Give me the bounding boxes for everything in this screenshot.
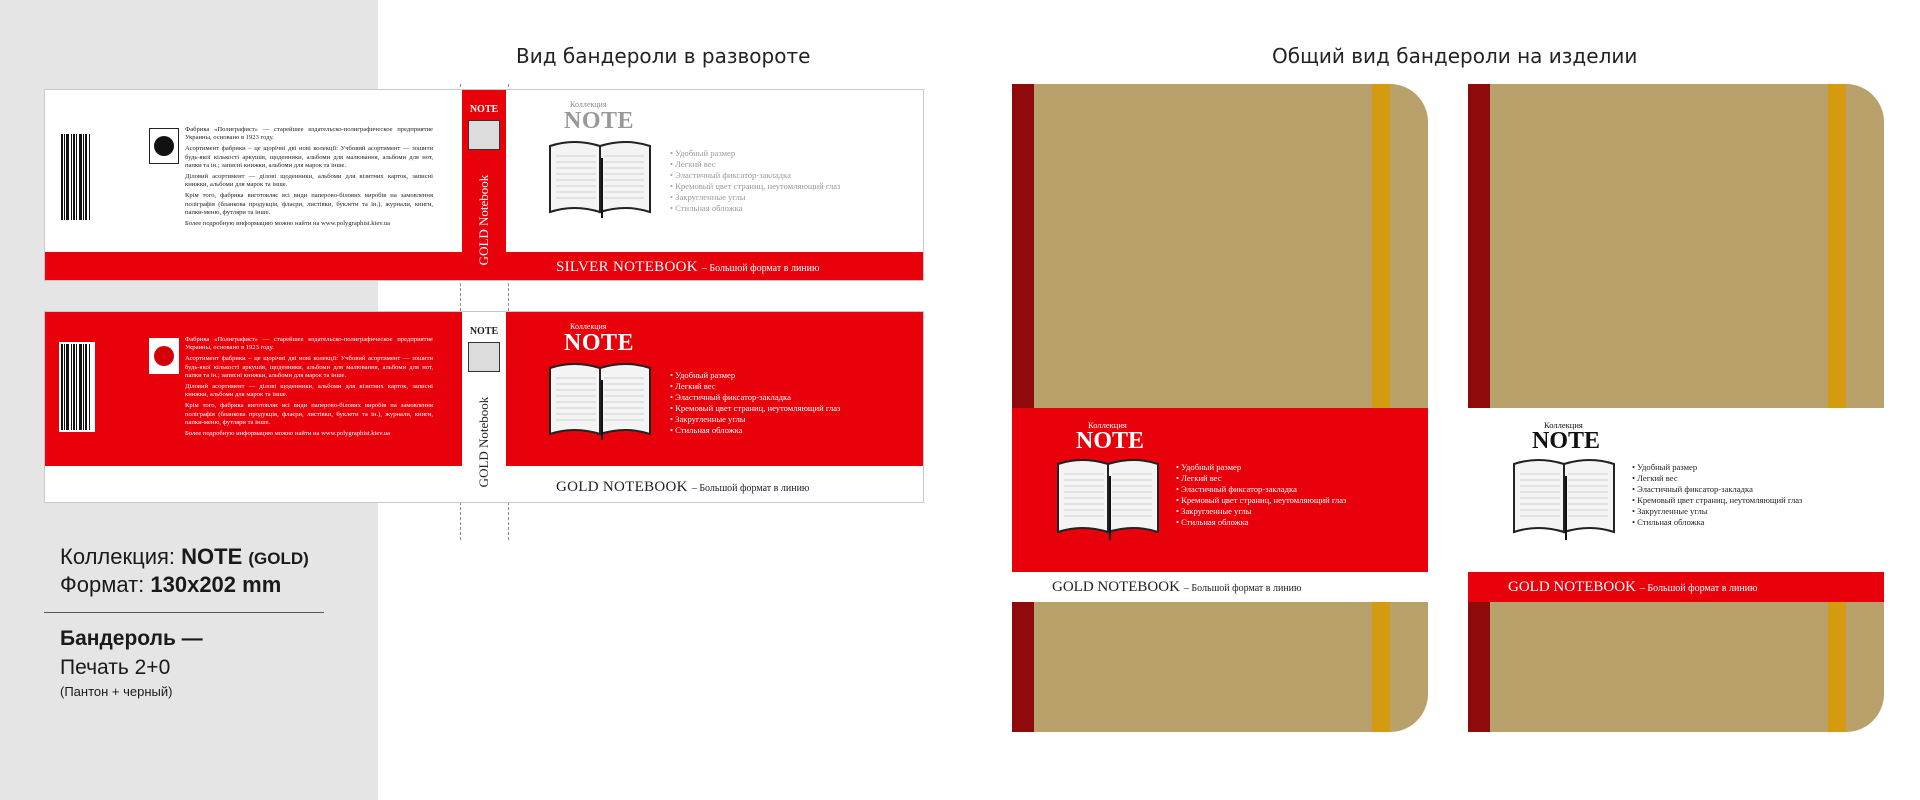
publisher-logo bbox=[149, 338, 179, 374]
format-prefix: Формат: bbox=[60, 572, 151, 597]
spine-label: GOLD Notebook bbox=[476, 396, 491, 488]
format-suffix: – Большой формат в линию bbox=[1639, 583, 1758, 594]
notebook-mockup-red-band bbox=[1012, 84, 1428, 732]
format-suffix: – Большой формат в линию bbox=[701, 263, 820, 274]
notebook-band bbox=[1468, 408, 1884, 602]
spine-label: GOLD Notebook bbox=[476, 174, 491, 266]
notebook-band bbox=[1012, 408, 1428, 602]
print-spec: Печать 2+0 bbox=[60, 656, 171, 679]
feature-item: • Закругленные углы bbox=[670, 192, 746, 202]
gold-title: GOLD NOTEBOOK bbox=[1508, 579, 1636, 595]
notebook-mockup-white-band bbox=[1468, 84, 1884, 732]
format-spec bbox=[60, 572, 281, 598]
spine-silver bbox=[462, 90, 506, 280]
feature-item: • Удобный размер bbox=[670, 370, 736, 380]
spine-notebook-icon bbox=[468, 120, 500, 150]
info-paragraph: Діловий асортимент — ділові щоденники, альбоми для візитних карток, записні книжки, альбоми для марок та інше. bbox=[185, 173, 433, 189]
info-paragraph: Более подробную информацию можно найти на www.polygraphist.kiev.ua bbox=[185, 430, 391, 438]
spine-notebook-icon bbox=[468, 342, 500, 372]
spread-heading: Вид бандероли в развороте bbox=[516, 44, 811, 68]
open-notebook-icon bbox=[548, 360, 652, 440]
feature-list bbox=[670, 148, 840, 214]
divider bbox=[44, 612, 324, 613]
spine-gold bbox=[462, 312, 506, 502]
pantone-spec: (Пантон + черный) bbox=[60, 684, 173, 699]
barcode bbox=[59, 132, 95, 222]
feature-item: • Стильная обложка bbox=[670, 203, 743, 213]
feature-item: • Кремовый цвет страниц, неутомляющий глаз bbox=[1176, 495, 1347, 505]
feature-list bbox=[1632, 462, 1802, 528]
collection-prefix: Коллекция: bbox=[60, 544, 182, 569]
feature-item: • Кремовый цвет страниц, неутомляющий глаз bbox=[670, 403, 841, 413]
info-paragraph: Фабрика «Полиграфист» — старейшее издательско-полиграфическое предприятие Украины, основано в 1923 году. bbox=[185, 336, 433, 352]
cover-front-silver bbox=[508, 90, 924, 280]
collection-spec bbox=[60, 544, 309, 570]
product-heading: Общий вид бандероли на изделии bbox=[1272, 44, 1638, 68]
open-notebook-icon bbox=[1056, 456, 1160, 540]
publisher-logo bbox=[149, 128, 179, 164]
feature-item: • Легкий вес bbox=[670, 159, 716, 169]
feature-item: • Удобный размер bbox=[1176, 462, 1242, 472]
band-title bbox=[1508, 578, 1758, 596]
band-title bbox=[1052, 578, 1302, 596]
collection-label: Коллекция bbox=[1088, 420, 1127, 430]
feature-list bbox=[1176, 462, 1346, 528]
feature-list bbox=[670, 370, 840, 436]
gold-title: GOLD NOTEBOOK bbox=[1052, 579, 1180, 595]
info-paragraph: Более подробную информацию можно найти на www.polygraphist.kiev.ua bbox=[185, 220, 391, 228]
feature-item: • Эластичный фиксатор-закладка bbox=[670, 392, 791, 402]
feature-item: • Эластичный фиксатор-закладка bbox=[1632, 484, 1753, 494]
info-paragraph: Крім того, фабрика виготовляє всі види паперово-білових виробів на замовлення поліграфія (бланкова продукція, флаєри, листівки, буклети та ін.), журнали, книги, папки-меню, футляри та інше. bbox=[185, 192, 433, 216]
collection-value: NOTE bbox=[181, 544, 243, 569]
feature-item: • Эластичный фиксатор-закладка bbox=[670, 170, 791, 180]
barcode bbox=[59, 342, 95, 432]
feature-item: • Удобный размер bbox=[670, 148, 736, 158]
feature-item: • Закругленные углы bbox=[670, 414, 746, 424]
info-paragraph: Фабрика «Полиграфист» — старейшее издательско-полиграфическое предприятие Украины, основано в 1923 году. bbox=[185, 126, 433, 142]
feature-item: • Удобный размер bbox=[1632, 462, 1698, 472]
format-suffix: – Большой формат в линию bbox=[1183, 583, 1302, 594]
company-info bbox=[185, 126, 433, 231]
format-suffix: – Большой формат в линию bbox=[691, 483, 810, 494]
spine-note-title: NOTE bbox=[469, 104, 499, 115]
gold-title: GOLD NOTEBOOK bbox=[556, 479, 688, 495]
info-paragraph: Асортимент фабрики – це щорічні дві нові колекції: Учбовий асортимент — зошити будь-якої кількості аркушів, щоденники, альбоми для малювання, альбоми для нот, папки та ін.; записні книжки, альбоми для марок та інше. bbox=[185, 145, 433, 169]
info-paragraph: Асортимент фабрики – це щорічні дві нові колекції: Учбовий асортимент — зошити будь-якої кількості аркушів, щоденники, альбоми для малювання, альбоми для нот, папки та ін.; записні книжки, альбоми для марок та інше. bbox=[185, 355, 433, 379]
feature-item: • Стильная обложка bbox=[1176, 517, 1249, 527]
feature-item: • Легкий вес bbox=[1176, 473, 1222, 483]
company-info bbox=[185, 336, 433, 441]
open-notebook-icon bbox=[548, 138, 652, 218]
note-title: NOTE bbox=[564, 108, 635, 134]
feature-item: • Легкий вес bbox=[1632, 473, 1678, 483]
note-title: NOTE bbox=[1532, 428, 1601, 454]
format-value: 130x202 mm bbox=[150, 572, 282, 597]
gold-band-title bbox=[556, 478, 809, 496]
cover-front-gold bbox=[508, 312, 924, 502]
feature-item: • Стильная обложка bbox=[1632, 517, 1705, 527]
silver-band-title bbox=[556, 258, 819, 276]
info-paragraph: Діловий асортимент — ділові щоденники, альбоми для візитних карток, записні книжки, альбоми для марок та інше. bbox=[185, 383, 433, 399]
collection-label: Коллекция bbox=[570, 100, 607, 109]
collection-label: Коллекция bbox=[1544, 420, 1583, 430]
feature-item: • Кремовый цвет страниц, неутомляющий глаз bbox=[1632, 495, 1803, 505]
feature-item: • Эластичный фиксатор-закладка bbox=[1176, 484, 1297, 494]
open-notebook-icon bbox=[1512, 456, 1616, 540]
note-title: NOTE bbox=[564, 330, 635, 356]
spine-note-title: NOTE bbox=[469, 326, 499, 337]
collection-label: Коллекция bbox=[570, 322, 607, 331]
feature-item: • Закругленные углы bbox=[1632, 506, 1708, 516]
info-paragraph: Крім того, фабрика виготовляє всі види паперово-білових виробів на замовлення поліграфія (бланкова продукція, флаєри, листівки, буклети та ін.), журнали, книги, папки-меню, футляри та інше. bbox=[185, 402, 433, 426]
feature-item: • Стильная обложка bbox=[670, 425, 743, 435]
collection-variant: (GOLD) bbox=[248, 549, 309, 568]
band-heading: Бандероль — bbox=[60, 627, 203, 650]
note-title: NOTE bbox=[1076, 428, 1145, 454]
silver-title: SILVER NOTEBOOK bbox=[556, 259, 698, 275]
feature-item: • Легкий вес bbox=[670, 381, 716, 391]
feature-item: • Закругленные углы bbox=[1176, 506, 1252, 516]
feature-item: • Кремовый цвет страниц, неутомляющий глаз bbox=[670, 181, 841, 191]
